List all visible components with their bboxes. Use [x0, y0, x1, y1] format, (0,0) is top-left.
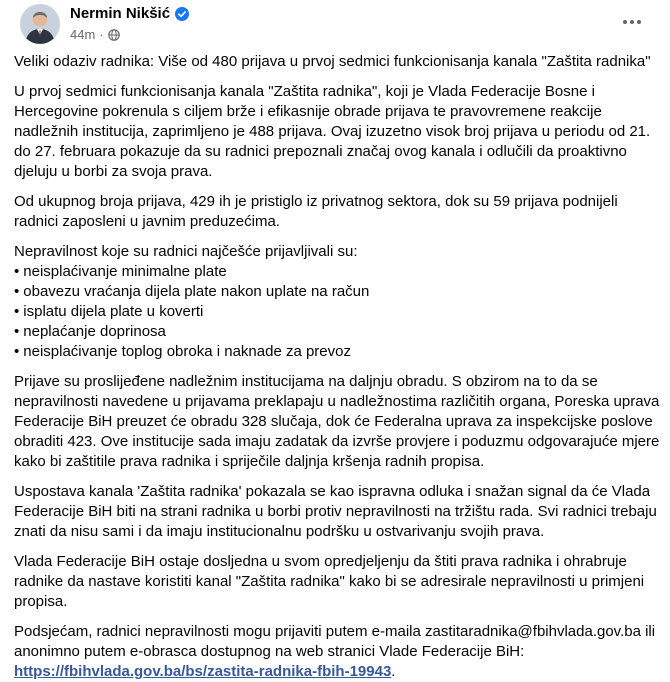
avatar-image: [20, 4, 60, 44]
list-item: • obavezu vraćanja dijela plate nakon uplate na račun: [14, 282, 660, 302]
reporting-form-link[interactable]: https://fbihvlada.gov.ba/bs/zastita-radnika-fbih-19943: [14, 663, 392, 680]
avatar[interactable]: [20, 4, 60, 44]
list-item: • neplaćanje doprinosa: [14, 322, 660, 342]
post-paragraph-2: Od ukupnog broja prijava, 429 ih je pristiglo iz privatnog sektora, dok su 59 prijava podnijeli radnici zaposleni u javnim preduzećima.: [14, 193, 618, 230]
violations-block: [14, 242, 660, 362]
post-paragraph-3: Prijave su proslijeđene nadležnim institucijama na daljnju obradu. S obzirom na to da se nepravilnosti navedene u prijavama preklapaju u nadležnostima različitih organa, Poreska uprava Federacije BiH preuzet će obradu 328 slučaja, dok će Federalna uprava za inspekcijske poslove obraditi 423. Ove institucije sada imaju zadatak da izvrše provjere i poduzmu odgovarajuće mjere kako bi zaštitile prava radnika i spriječile daljnja kršenja radnih propisa.: [14, 373, 660, 470]
more-dot: [630, 20, 634, 24]
violations-intro: Nepravilnost koje su radnici najčešće prijavljivali su:: [14, 243, 358, 260]
author-name[interactable]: Nermin Nikšić: [70, 5, 171, 22]
contact-text: Podsjećam, radnici nepravilnosti mogu prijaviti putem e-maila zastitaradnika@fbihvlada.gov.ba ili anonimno putem e-obrasca dostupnog na web stranici Vlade Federacije BiH:: [14, 623, 656, 660]
post-timestamp[interactable]: 44m: [70, 27, 96, 42]
list-item: • isplatu dijela plate u koverti: [14, 302, 660, 322]
link-suffix: .: [391, 663, 396, 680]
post-body: [14, 52, 660, 682]
verified-badge-icon: [175, 7, 189, 21]
meta-separator: ·: [99, 27, 104, 42]
more-dot: [623, 20, 627, 24]
post-paragraph-1: U prvoj sedmici funkcionisanja kanala "Zaštita radnika", koji je Vlada Federacije Bosne i Hercegovine pokrenula s ciljem brže i efikasnije obrade prijava te pravovremene reakcije nadležnih institucija, zaprimljeno je 488 prijava. Ovaj izuzetno visok broj prijava u periodu od 21. do 27. februara pokazuje da su radnici prepoznali značaj ovog kanala i odlučili da proaktivno djeluju u borbi za svoja prava.: [14, 83, 651, 180]
more-options-icon[interactable]: [618, 10, 646, 34]
post-paragraph-4: Uspostava kanala 'Zaštita radnika' pokazala se kao ispravna odluka i snažan signal da će Vlada Federacije BiH biti na strani radnika u borbi protiv nepravilnosti na tržištu rada. Svi radnici trebaju znati da nisu sami i da imaju institucionalnu podršku u ostvarivanju svojih prava.: [14, 483, 657, 540]
post-paragraph-6: [14, 622, 660, 682]
post-header: [14, 0, 660, 52]
post-meta: [70, 27, 120, 42]
list-item: • neisplaćivanje minimalne plate: [14, 262, 660, 282]
more-dot: [637, 20, 641, 24]
globe-icon[interactable]: [108, 29, 120, 41]
post-headline: Veliki odaziv radnika: Više od 480 prijava u prvoj sedmici funkcionisanja kanala "Zaštita radnika": [14, 53, 651, 70]
violations-list: [14, 262, 660, 362]
author-name-row: [70, 5, 189, 22]
post-paragraph-5: Vlada Federacije BiH ostaje dosljedna u svom opredjeljenju da štiti prava radnika i ohrabruje radnike da nastave koristiti kanal "Zaštita radnika" kako bi se adresirale nepravilnosti u primjeni propisa.: [14, 553, 645, 610]
list-item: • neisplaćivanje toplog obroka i naknade za prevoz: [14, 342, 660, 362]
